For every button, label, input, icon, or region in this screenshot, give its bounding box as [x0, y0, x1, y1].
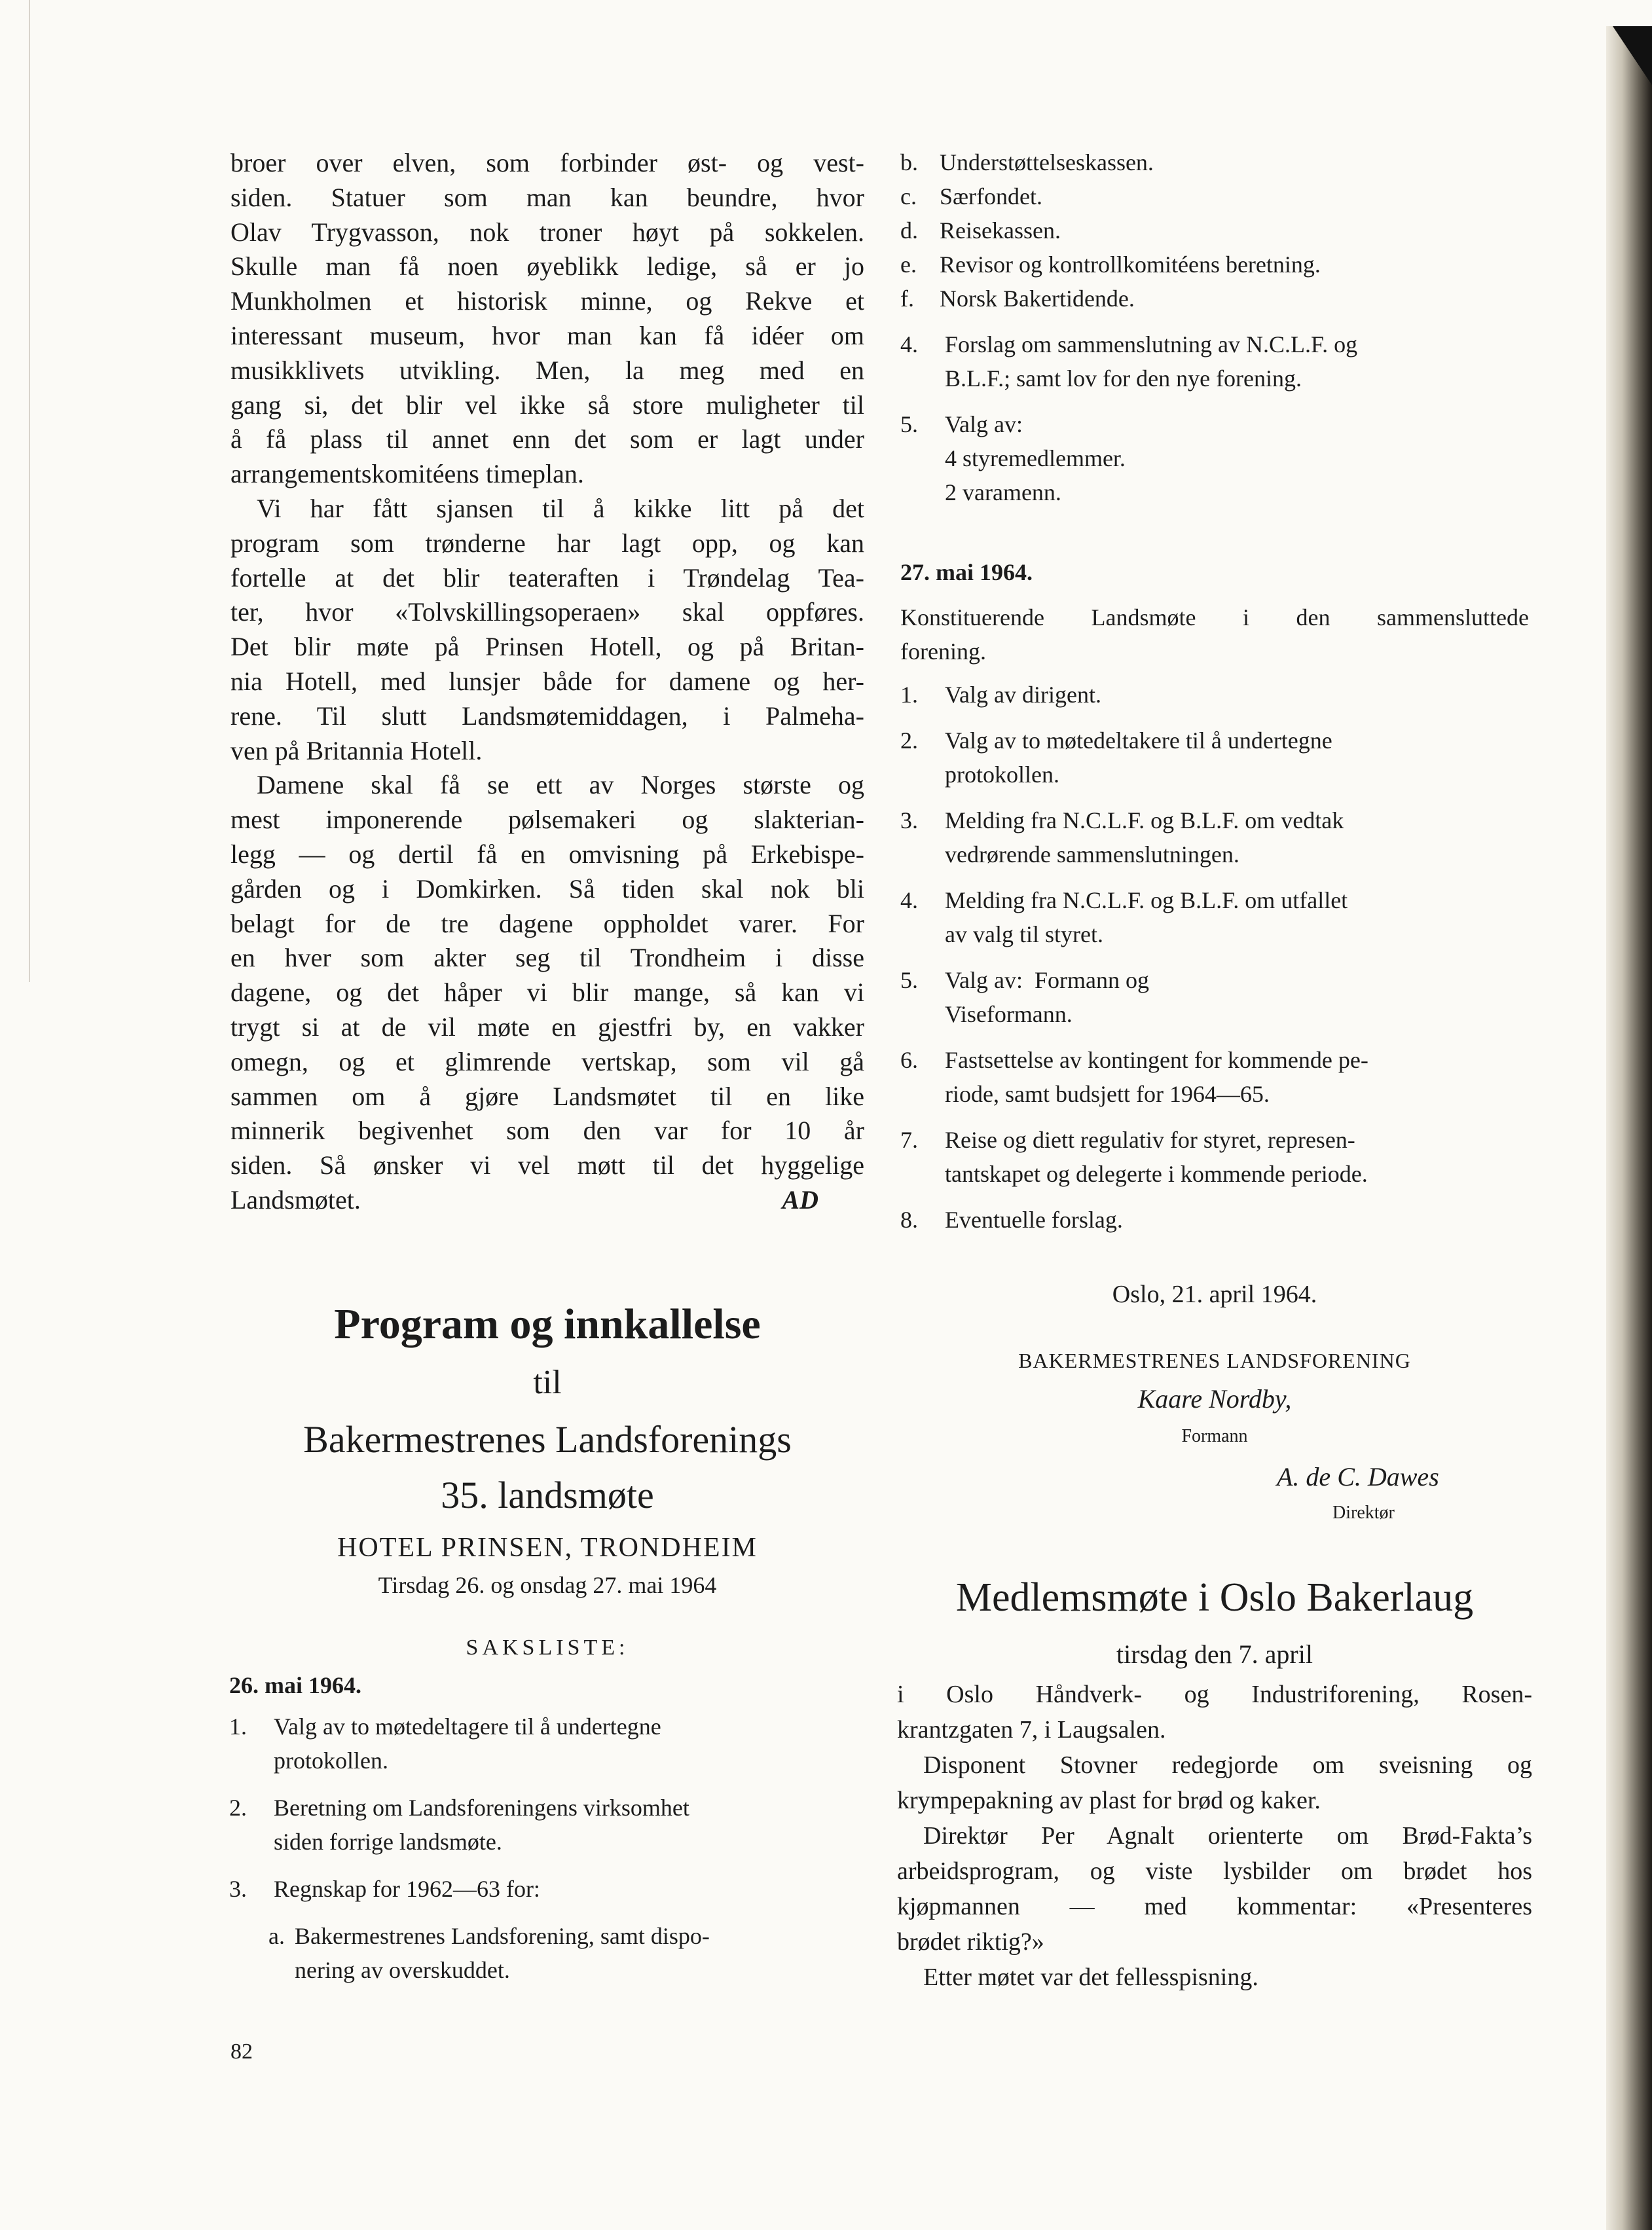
article-line: omegn, og et glimrende vertskap, som vil gå: [230, 1046, 864, 1076]
article-line: ven på Britannia Hotell.: [230, 735, 483, 765]
agenda-number: 5.: [900, 411, 918, 437]
agenda-text: Reise og diett regulativ for styret, represen-: [945, 1127, 1355, 1153]
agenda-text: nering av overskuddet.: [295, 1957, 510, 1983]
article-line: dagene, og det håper vi blir mange, så kan vi: [230, 978, 864, 1008]
place-date: Oslo, 21. april 1964.: [1112, 1281, 1317, 1308]
article-line: Olav Trygvasson, nok troner høyt på sokkelen.: [230, 217, 864, 247]
agenda-number: 1.: [900, 682, 918, 708]
oslo-line: krantzgaten 7, i Laugsalen.: [897, 1716, 1166, 1744]
day2-label: 27. mai 1964.: [900, 559, 1033, 585]
agenda-text: Eventuelle forslag.: [945, 1207, 1123, 1233]
oslo-line: Direktør Per Agnalt orienterte om Brød-Fakta’s: [923, 1822, 1532, 1850]
agenda-number: 3.: [229, 1876, 247, 1902]
saksliste-heading: SAKSLISTE:: [466, 1636, 629, 1660]
signer2-title: Direktør: [1332, 1503, 1395, 1523]
agenda-text: Forslag om sammenslutning av N.C.L.F. og: [945, 331, 1358, 357]
agenda-text: 4 styremedlemmer.: [945, 445, 1126, 471]
program-to: til: [533, 1364, 562, 1401]
agenda-number: 4.: [900, 331, 918, 357]
agenda-text: vedrørende sammenslutningen.: [945, 841, 1239, 868]
agenda-number: d.: [900, 217, 918, 244]
article-line: Skulle man få noen øyeblikk ledige, så er jo: [230, 251, 864, 282]
article-line: mest imponerende pølsemakeri og slakterian-: [230, 805, 864, 835]
agenda-number: 8.: [900, 1207, 918, 1233]
oslo-date: tirsdag den 7. april: [1116, 1639, 1313, 1669]
article-line: siden. Statuer som man kan beundre, hvor: [230, 182, 864, 212]
agenda-number: 2.: [900, 727, 918, 754]
article-signature: AD: [782, 1184, 818, 1215]
agenda-text: B.L.F.; samt lov for den nye forening.: [945, 365, 1302, 392]
article-line: sammen om å gjøre Landsmøtet til en like: [230, 1081, 864, 1111]
agenda-number: a.: [268, 1923, 285, 1949]
article-line: minnerik begivenhet som den var for 10 år: [230, 1116, 864, 1146]
oslo-line: Etter møtet var det fellesspisning.: [923, 1964, 1258, 1991]
agenda-text: Melding fra N.C.L.F. og B.L.F. om utfallet: [945, 887, 1348, 913]
agenda-number: 5.: [900, 967, 918, 993]
agenda-text: Bakermestrenes Landsforening, samt dispo-: [295, 1923, 710, 1949]
agenda-text: Reisekassen.: [940, 217, 1061, 244]
agenda-text: Regnskap for 1962—63 for:: [274, 1876, 540, 1902]
article-line: Damene skal få se ett av Norges største og: [257, 770, 864, 800]
signer2-name: A. de C. Dawes: [1277, 1462, 1439, 1491]
article-line: interessant museum, hvor man kan få idéer om: [230, 320, 864, 350]
agenda-number: b.: [900, 149, 918, 175]
agenda-text: Valg av dirigent.: [945, 682, 1101, 708]
program-venue: HOTEL PRINSEN, TRONDHEIM: [337, 1533, 758, 1563]
article-line: fortelle at det blir teateraften i Trøndelag Tea-: [230, 562, 864, 593]
agenda-text: Beretning om Landsforeningens virksomhet: [274, 1795, 689, 1821]
article-line: siden. Så ønsker vi vel møtt til det hyggelige: [230, 1150, 864, 1180]
signer1-title: Formann: [1181, 1426, 1248, 1446]
program-dates: Tirsdag 26. og onsdag 27. mai 1964: [378, 1572, 717, 1598]
agenda-text: Melding fra N.C.L.F. og B.L.F. om vedtak: [945, 807, 1344, 833]
day1-label: 26. mai 1964.: [229, 1672, 361, 1698]
oslo-title: Medlemsmøte i Oslo Bakerlaug: [955, 1575, 1474, 1620]
oslo-line: i Oslo Håndverk- og Industriforening, Rosen-: [897, 1681, 1532, 1708]
oslo-line: kjøpmannen — med kommentar: «Presenteres: [897, 1893, 1532, 1920]
article-line: program som trønderne har lagt opp, og kan: [230, 528, 864, 558]
article-line: rene. Til slutt Landsmøtemiddagen, i Palmeha-: [230, 701, 864, 731]
agenda-text: Valg av to møtedeltagere til å undertegne: [274, 1713, 661, 1740]
article-line: arrangementskomitéens timeplan.: [230, 459, 584, 489]
article-line: Det blir møte på Prinsen Hotell, og på Britan-: [230, 632, 864, 662]
article-line: belagt for de tre dagene oppholdet varer. For: [230, 908, 864, 938]
day2-intro-line: forening.: [900, 638, 986, 665]
page-edge-shadow: [29, 0, 30, 982]
agenda-text: av valg til styret.: [945, 921, 1103, 947]
article-line: ter, hvor «Tolvskillingsoperaen» skal oppføres.: [230, 597, 864, 627]
day2-intro-line: Konstituerende Landsmøte i den sammensluttede: [900, 604, 1529, 631]
agenda-number: 3.: [900, 807, 918, 833]
agenda-number: c.: [900, 183, 917, 210]
agenda-text: protokollen.: [945, 761, 1059, 788]
agenda-text: Revisor og kontrollkomitéens beretning.: [940, 251, 1321, 278]
agenda-number: 2.: [229, 1795, 247, 1821]
oslo-line: brødet riktig?»: [897, 1928, 1044, 1956]
article-line: gang si, det blir vel ikke så store muligheter til: [230, 390, 864, 420]
org-caps: BAKERMESTRENES LANDSFORENING: [1018, 1349, 1411, 1372]
book-spine: [1606, 26, 1652, 2230]
agenda-text: Viseformann.: [945, 1001, 1073, 1027]
agenda-number: 4.: [900, 887, 918, 913]
left-article: [230, 146, 864, 1218]
agenda-text: Valg av to møtedeltakere til å undertegne: [945, 727, 1332, 754]
article-line: å få plass til annet enn det som er lagt under: [230, 424, 864, 454]
article-line: nia Hotell, med lunsjer både for damene og her-: [230, 666, 864, 696]
program-title: Program og innkallelse: [334, 1300, 761, 1348]
agenda-number: 1.: [229, 1713, 247, 1740]
agenda-text: Norsk Bakertidende.: [940, 285, 1135, 312]
article-line: legg — og dertil få en omvisning på Erkebispe-: [230, 839, 864, 869]
article-line: Landsmøtet. AD: [230, 1183, 864, 1218]
program-org: Bakermestrenes Landsforenings: [303, 1418, 792, 1461]
article-line: Vi har fått sjansen til å kikke litt på det: [257, 493, 864, 523]
agenda-text: Valg av: Formann og: [945, 967, 1149, 993]
agenda-number: e.: [900, 251, 917, 278]
oslo-line: Disponent Stovner redegjorde om sveisning og: [923, 1751, 1532, 1779]
agenda-text: 2 varamenn.: [945, 479, 1061, 505]
agenda-text: siden forrige landsmøte.: [274, 1829, 502, 1855]
signer1-name: Kaare Nordby,: [1137, 1384, 1292, 1414]
agenda-number: 6.: [900, 1047, 918, 1073]
oslo-line: arbeidsprogram, og viste lysbilder om brødet hos: [897, 1857, 1532, 1885]
program-meeting: 35. landsmøte: [441, 1474, 654, 1516]
agenda-number: 7.: [900, 1127, 918, 1153]
article-line: gården og i Domkirken. Så tiden skal nok bli: [230, 873, 864, 904]
agenda-text: Fastsettelse av kontingent for kommende pe-: [945, 1047, 1368, 1073]
agenda-text: riode, samt budsjett for 1964—65.: [945, 1081, 1270, 1107]
article-line: musikklivets utvikling. Men, la meg med en: [230, 355, 864, 385]
article-line: en hver som akter seg til Trondheim i disse: [230, 943, 864, 973]
article-line: Munkholmen et historisk minne, og Rekve et: [230, 286, 864, 316]
agenda-text: protokollen.: [274, 1747, 388, 1774]
article-line: broer over elven, som forbinder øst- og vest-: [230, 148, 864, 177]
agenda-text: Særfondet.: [940, 183, 1042, 210]
article-line: trygt si at de vil møte en gjestfri by, en vakker: [230, 1012, 864, 1042]
agenda-text: tantskapet og delegerte i kommende periode.: [945, 1161, 1368, 1187]
agenda-text: Valg av:: [945, 411, 1023, 437]
oslo-line: krympepakning av plast for brød og kaker.: [897, 1787, 1321, 1814]
agenda-text: Understøttelseskassen.: [940, 149, 1154, 175]
page-number: 82: [230, 2039, 253, 2064]
agenda-number: f.: [900, 285, 914, 312]
